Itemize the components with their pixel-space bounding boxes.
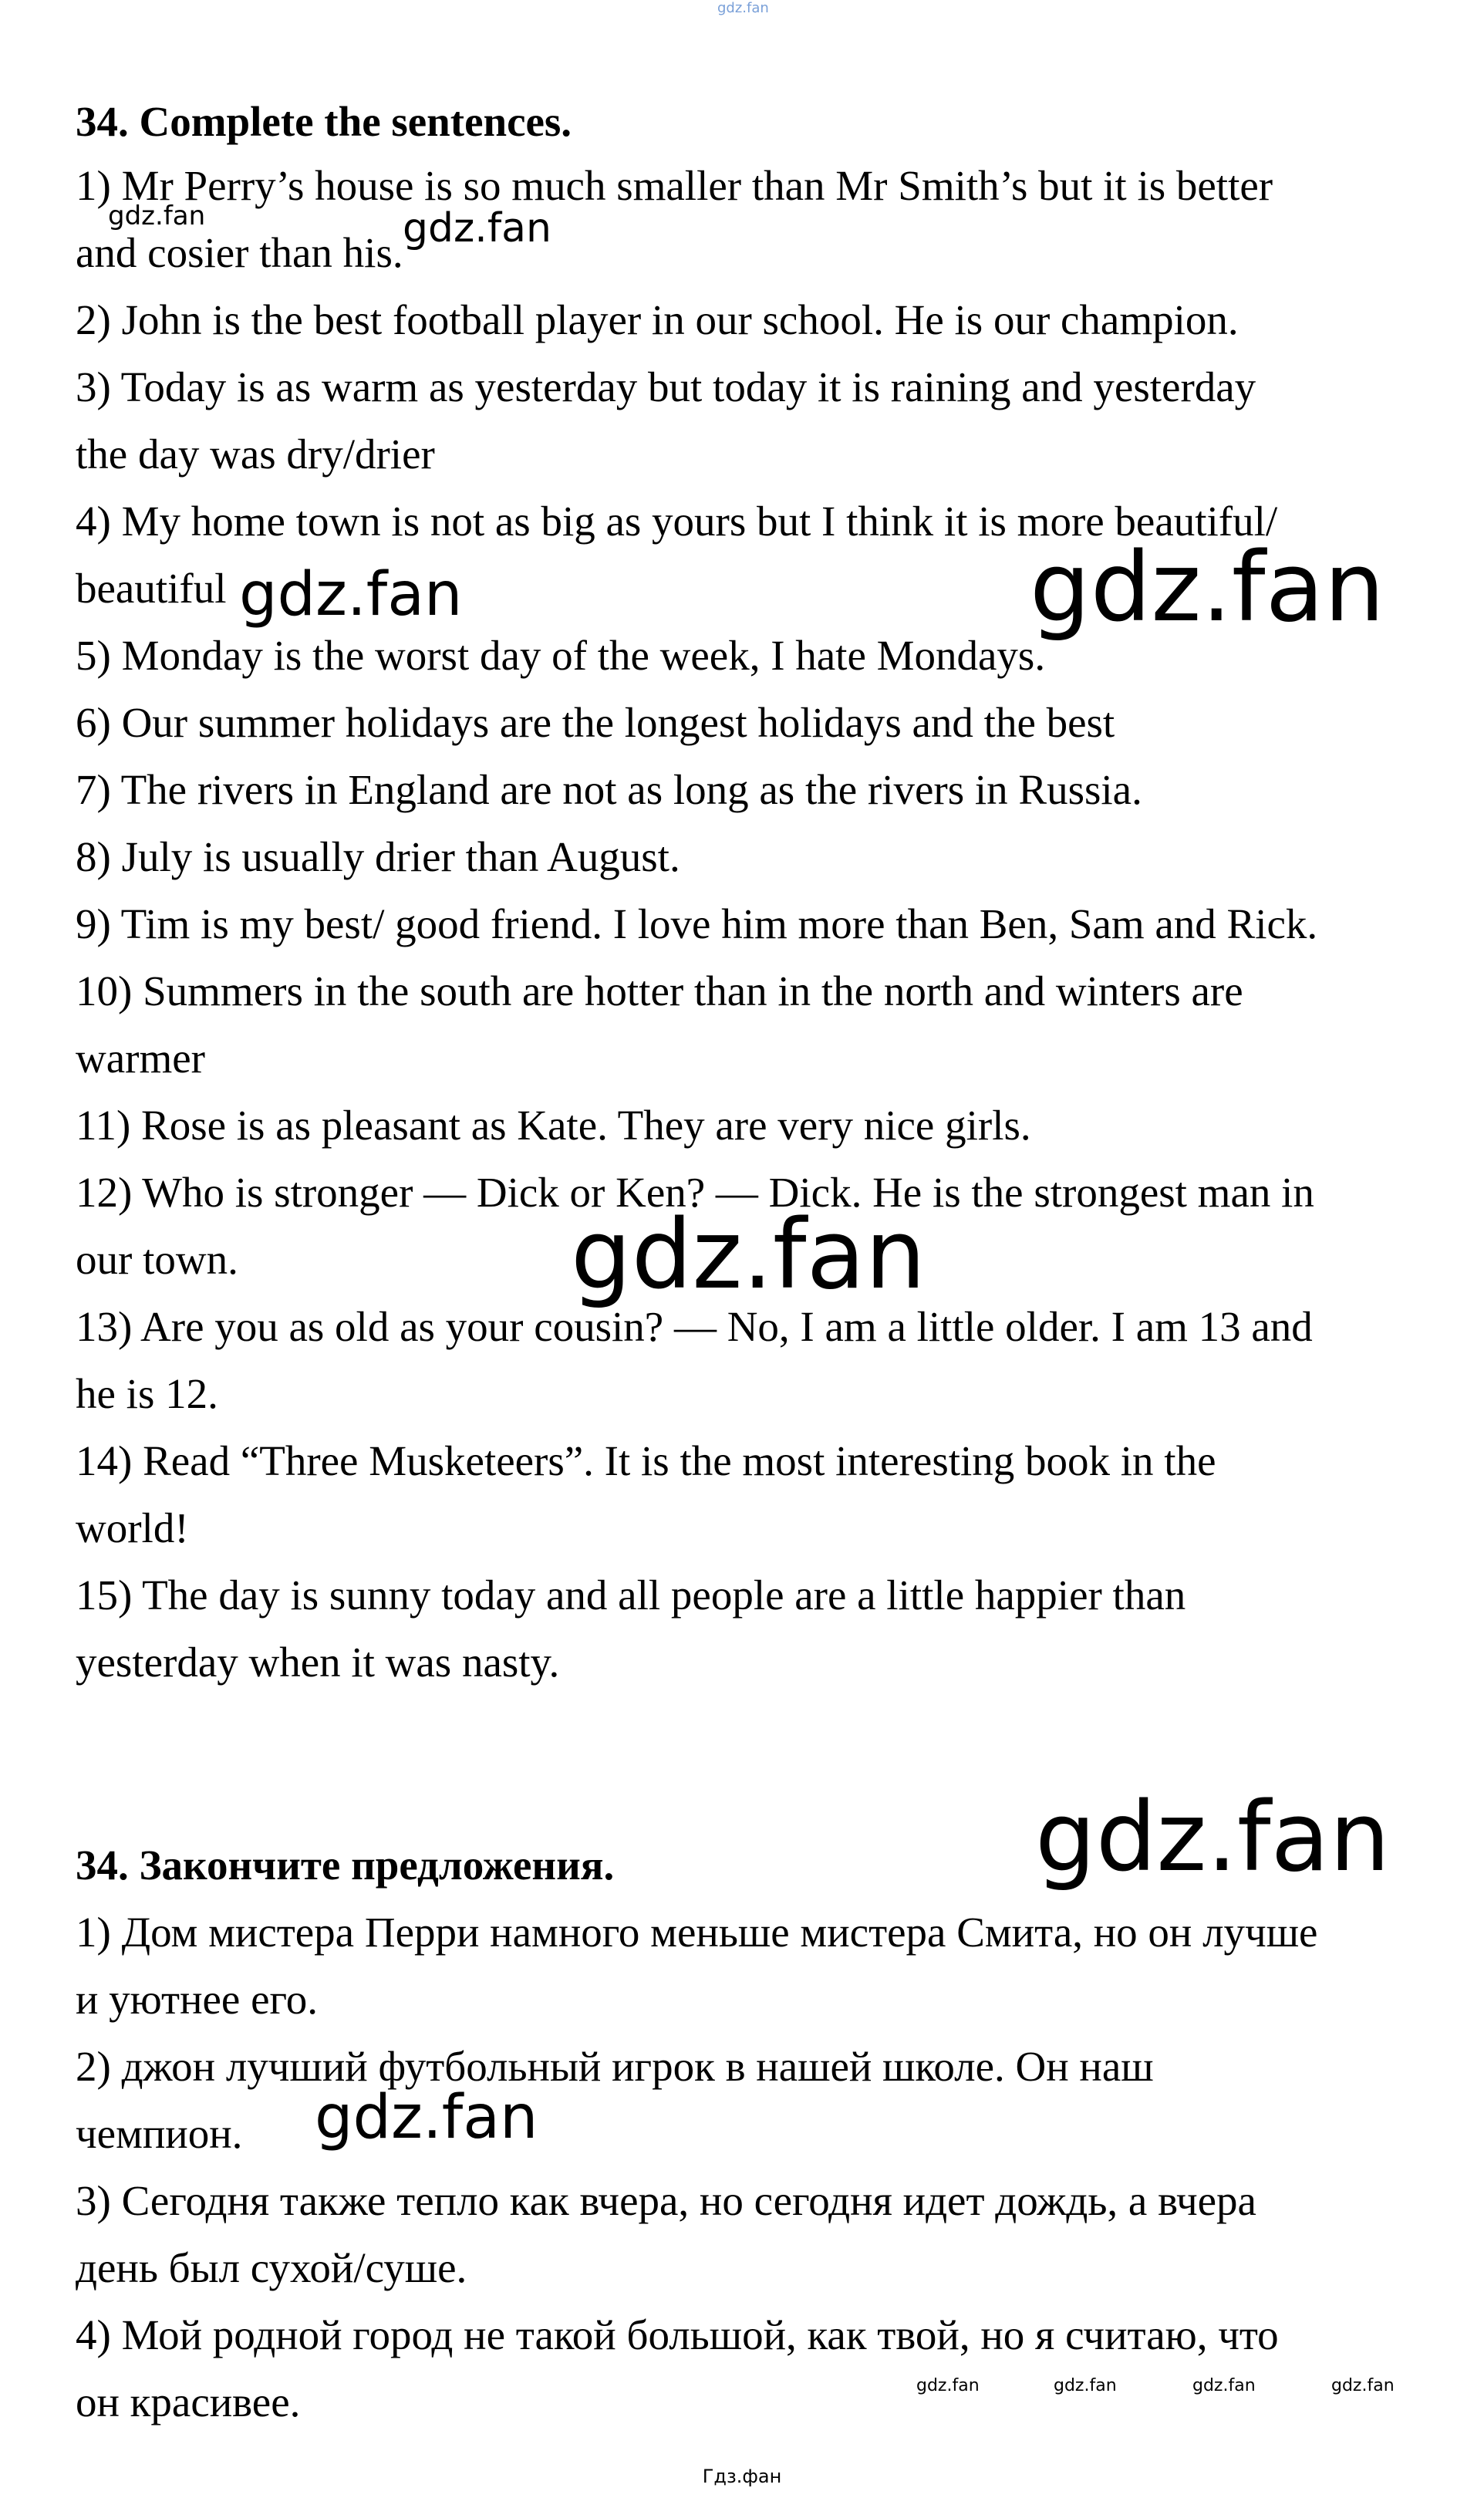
watermark: gdz.fan [1192, 2376, 1256, 2395]
english-line: 13) Are you as old as your cousin? — No, I am a little older. I am 13 and [76, 1303, 1313, 1350]
english-line: and cosier than his. [76, 229, 403, 276]
watermark: gdz.fan [1331, 2376, 1395, 2395]
watermark: gdz.fan [1030, 532, 1385, 643]
english-line: 15) The day is sunny today and all people are a little happier than [76, 1571, 1186, 1619]
watermark: gdz.fan [1035, 1782, 1391, 1893]
english-line: yesterday when it was nasty. [76, 1639, 560, 1686]
english-line: 8) July is usually drier than August. [76, 833, 680, 880]
english-line: 2) John is the best football player in our school. He is our champion. [76, 296, 1239, 343]
english-line: 10) Summers in the south are hotter than in the north and winters are [76, 967, 1243, 1014]
english-line: 14) Read “Three Musketeers”. It is the most interesting book in the [76, 1437, 1216, 1484]
english-line: 6) Our summer holidays are the longest holidays and the best [76, 699, 1115, 746]
russian-line: он красивее. [76, 2378, 301, 2425]
english-line: 4) My home town is not as big as yours but I think it is more beautiful/ [76, 498, 1278, 545]
russian-heading: 34. Закончите предложения. [76, 1841, 615, 1889]
english-line: warmer [76, 1035, 205, 1082]
russian-line: 1) Дом мистера Перри намного меньше мистера Смита, но он лучше [76, 1909, 1318, 1956]
footer-text: Гдз.фан [702, 2466, 782, 2487]
english-line: he is 12. [76, 1370, 218, 1417]
russian-line: 2) джон лучший футбольный игрок в нашей школе. Он наш [76, 2043, 1154, 2090]
english-line: 12) Who is stronger — Dick or Ken? — Dick. He is the strongest man in [76, 1169, 1314, 1216]
watermark: gdz.fan [571, 1200, 926, 1311]
watermark: gdz.fan [315, 2083, 538, 2152]
english-line: 5) Monday is the worst day of the week, I hate Mondays. [76, 632, 1046, 679]
english-heading: 34. Complete the sentences. [76, 98, 572, 145]
watermark: gdz.fan [239, 560, 463, 630]
english-line: the day was dry/drier [76, 430, 435, 478]
russian-line: чемпион. [76, 2110, 243, 2157]
russian-line: 4) Мой родной город не такой большой, как твой, но я считаю, что [76, 2311, 1279, 2358]
watermark: gdz.fan [1054, 2376, 1117, 2395]
russian-line: и уютнее его. [76, 1976, 318, 2023]
russian-line: 3) Сегодня также тепло как вчера, но сегодня идет дождь, а вчера [76, 2177, 1256, 2224]
english-line: beautiful [76, 565, 227, 612]
watermark-top: gdz.fan [717, 0, 769, 16]
english-line: 1) Mr Perry’s house is so much smaller than Mr Smith’s but it is better [76, 162, 1273, 209]
english-line: 7) The rivers in England are not as long as the rivers in Russia. [76, 766, 1142, 813]
watermark: gdz.fan [108, 201, 206, 231]
russian-line: день был сухой/суше. [76, 2244, 467, 2291]
english-line: 9) Tim is my best/ good friend. I love him more than Ben, Sam and Rick. [76, 900, 1318, 947]
english-line: world! [76, 1504, 189, 1551]
english-line: 3) Today is as warm as yesterday but today it is raining and yesterday [76, 363, 1256, 410]
english-line: 11) Rose is as pleasant as Kate. They are very nice girls. [76, 1102, 1031, 1149]
watermark: gdz.fan [916, 2376, 980, 2395]
watermark: gdz.fan [403, 205, 551, 251]
english-line: our town. [76, 1236, 238, 1283]
